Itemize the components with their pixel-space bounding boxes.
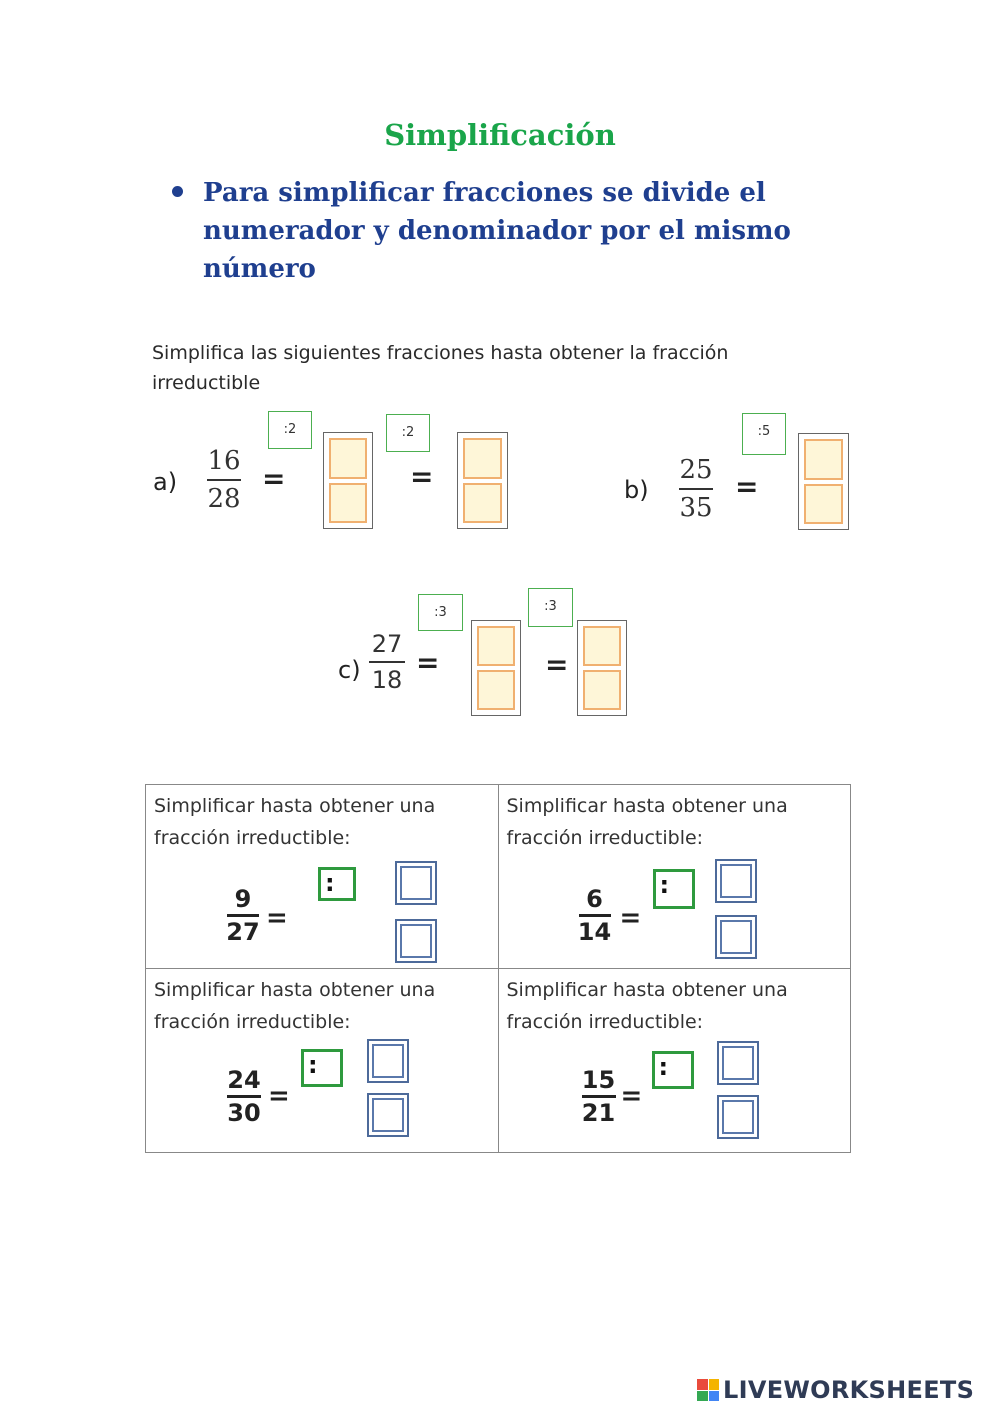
cell-fraction <box>227 1066 261 1127</box>
exercise-c-fraction <box>369 630 405 694</box>
table-cell <box>146 785 499 969</box>
divisor-input[interactable]: : <box>653 869 695 909</box>
exercise-b-fraction <box>679 455 713 523</box>
logo-text: LIVEWORKSHEETS <box>723 1376 975 1404</box>
cell-instruction: Simplificar hasta obtener una fracción irreductible: <box>506 795 788 849</box>
exercise-a-equals-1: = <box>262 462 286 495</box>
divisor-input[interactable]: : <box>652 1051 694 1089</box>
equals-sign: = <box>620 1081 643 1111</box>
denominator-input[interactable] <box>715 915 757 959</box>
divisor-input[interactable]: : <box>318 867 356 901</box>
fraction-bar <box>227 1095 261 1098</box>
exercise-a-answer-1 <box>323 432 373 529</box>
denominator-input[interactable] <box>583 670 621 710</box>
fraction-numerator: 24 <box>227 1066 261 1094</box>
cell-instruction: Simplificar hasta obtener una fracción irreductible: <box>506 979 788 1033</box>
table-cell <box>498 785 851 969</box>
fraction-bar <box>582 1095 616 1098</box>
fraction-denominator: 27 <box>226 918 260 946</box>
exercise-c-divisor-2: :3 <box>528 588 573 627</box>
exercise-b-divisor: :5 <box>742 413 786 455</box>
cell-fraction <box>227 885 259 946</box>
denominator-input[interactable] <box>395 919 437 963</box>
cell-instruction: Simplificar hasta obtener una fracción irreductible: <box>154 795 436 849</box>
fraction-bar <box>227 914 259 917</box>
fraction-bar <box>579 914 611 917</box>
exercise-a-divisor-1: :2 <box>268 411 312 449</box>
exercise-b-equals: = <box>735 470 759 503</box>
exercise-c-label: c) <box>338 656 361 684</box>
divisor-input[interactable]: : <box>301 1049 343 1087</box>
fraction-denominator: 21 <box>581 1099 616 1127</box>
numerator-input[interactable] <box>329 438 367 479</box>
numerator-input[interactable] <box>717 1041 759 1085</box>
numerator-input[interactable] <box>477 626 515 666</box>
cell-fraction <box>579 885 611 946</box>
numerator-input[interactable] <box>463 438 502 479</box>
exercise-b-label: b) <box>624 476 649 504</box>
exercise-b-numerator: 25 <box>679 455 713 485</box>
denominator-input[interactable] <box>329 483 367 524</box>
exercise-a-fraction <box>207 446 241 514</box>
numerator-input[interactable] <box>804 439 843 480</box>
exercise-b-answer <box>798 433 849 530</box>
rule-text: Para simplificar fracciones se divide el numerador y denominador por el mismo número <box>203 178 791 284</box>
denominator-input[interactable] <box>804 484 843 525</box>
page-title: Simplificación <box>384 118 616 152</box>
table-cell <box>498 969 851 1153</box>
exercise-a-numerator: 16 <box>207 446 241 476</box>
numerator-input[interactable] <box>367 1039 409 1083</box>
exercise-a-equals-2: = <box>410 460 434 493</box>
numerator-input[interactable] <box>715 859 757 903</box>
exercise-c-divisor-1: :3 <box>418 594 463 631</box>
fraction-bar <box>207 479 241 481</box>
cell-instruction: Simplificar hasta obtener una fracción irreductible: <box>154 979 436 1033</box>
bullet-dot <box>172 186 183 197</box>
exercise-c-equals-1: = <box>416 646 440 679</box>
cell-fraction <box>582 1066 616 1127</box>
numerator-input[interactable] <box>583 626 621 666</box>
exercise-a-divisor-2: :2 <box>386 414 430 452</box>
fraction-numerator: 15 <box>581 1066 616 1094</box>
table-cell <box>146 969 499 1153</box>
denominator-input[interactable] <box>717 1095 759 1139</box>
denominator-input[interactable] <box>463 483 502 524</box>
equals-sign: = <box>266 903 288 933</box>
exercise-c-answer-1 <box>471 620 521 716</box>
exercise-table <box>145 784 851 1153</box>
denominator-input[interactable] <box>477 670 515 710</box>
fraction-numerator: 9 <box>234 885 252 913</box>
denominator-input[interactable] <box>367 1093 409 1137</box>
liveworksheets-logo <box>697 1376 974 1404</box>
numerator-input[interactable] <box>395 861 437 905</box>
fraction-numerator: 6 <box>586 885 603 913</box>
exercise-c-numerator: 27 <box>371 630 403 658</box>
equals-sign: = <box>619 903 642 933</box>
exercise-a-label: a) <box>153 468 178 496</box>
exercise-c-answer-2 <box>577 620 627 716</box>
exercise-a-denominator: 28 <box>207 484 241 514</box>
fraction-denominator: 14 <box>577 918 612 946</box>
fraction-denominator: 30 <box>227 1099 261 1127</box>
exercise-b-denominator: 35 <box>679 493 713 523</box>
instruction-text: Simplifica las siguientes fracciones hasta obtener la fracción irreductible <box>152 342 729 394</box>
fraction-bar <box>369 661 405 663</box>
exercise-a-answer-2 <box>457 432 508 529</box>
exercise-c-denominator: 18 <box>371 666 403 694</box>
logo-mark-icon <box>697 1379 719 1401</box>
exercise-c-equals-2: = <box>545 648 569 681</box>
equals-sign: = <box>268 1081 290 1111</box>
fraction-bar <box>679 488 713 490</box>
